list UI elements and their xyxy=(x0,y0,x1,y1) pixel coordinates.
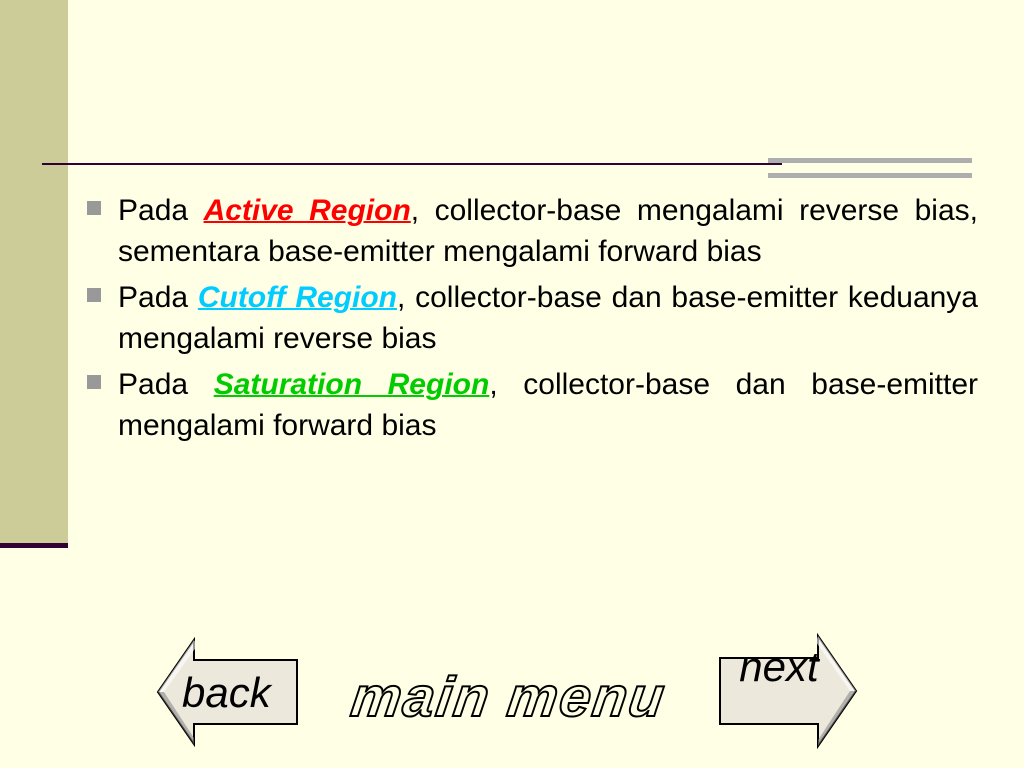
bullet-text: , collector-base dan base-emitter keduanya mengalami reverse bias xyxy=(118,281,978,355)
back-button[interactable] xyxy=(152,632,304,750)
bullet-text: , collector-base mengalami reverse bias, sementara base-emitter mengalami forward bias xyxy=(118,194,978,268)
bullet-cutoff-region xyxy=(84,277,978,359)
cutoff-region-term: Cutoff Region xyxy=(197,281,397,314)
back-label: back xyxy=(182,669,271,716)
bullet-active-region xyxy=(84,190,978,272)
main-menu-link[interactable]: main menu xyxy=(347,665,671,728)
sidebar-underline xyxy=(0,543,68,548)
bullet-prefix: Pada xyxy=(118,194,204,227)
next-button[interactable] xyxy=(716,632,860,750)
decorative-stripe-top xyxy=(768,158,972,163)
square-bullet-icon xyxy=(87,201,101,215)
bullet-text: , collector-base dan base-emitter mengalami forward bias xyxy=(118,368,979,442)
title-divider-line xyxy=(42,163,782,165)
bullet-saturation-region xyxy=(84,364,978,446)
left-sidebar-bar xyxy=(0,0,68,545)
bullet-prefix: Pada xyxy=(118,281,198,314)
bullet-prefix: Pada xyxy=(118,368,214,401)
decorative-stripe-bottom xyxy=(768,173,972,178)
saturation-region-term: Saturation Region xyxy=(213,368,490,401)
active-region-term: Active Region xyxy=(203,194,411,227)
bullet-list xyxy=(84,190,978,451)
square-bullet-icon xyxy=(87,375,101,389)
next-label: next xyxy=(739,643,819,690)
square-bullet-icon xyxy=(87,288,101,302)
